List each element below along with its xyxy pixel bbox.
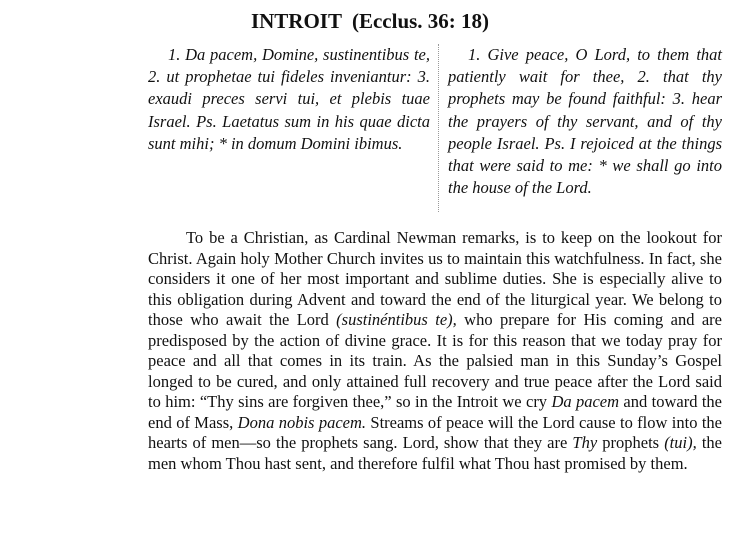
section-heading bbox=[0, 8, 740, 34]
commentary-text-3: and toward the end of Mass, bbox=[148, 392, 722, 432]
commentary-text-5: prophets bbox=[597, 433, 665, 452]
column-divider bbox=[438, 44, 440, 212]
commentary-italic-5: (tui), bbox=[664, 433, 697, 452]
english-text: 1. Give peace, O Lord, to them that patiently wait for thee, 2. that thy prophets may be found faithful: 3. hear the prayers of thy servant, and of thy people Israel. Ps. I rejoiced at the things that were said to me: * we shall go into the house of the Lord. bbox=[448, 45, 722, 198]
english-introit-text bbox=[448, 44, 722, 199]
latin-text: 1. Da pacem, Domine, sustinentibus te, 2. ut prophetae tui fideles inveniantur: 3. exaudi preces servi tui, et plebis tuae Israel. Ps. Laetatus sum in his quae dicta sunt mihi; * in domum Domini ibimus. bbox=[148, 45, 430, 153]
commentary-text-4: Streams of peace will the Lord cause to flow into the hearts of men—so the prophets sang. Lord, show that they are bbox=[148, 412, 723, 452]
commentary-text-6: the men whom Thou hast sent, and therefore fulfil what Thou hast promised by them. bbox=[148, 433, 722, 473]
commentary-italic-2: Da pacem bbox=[551, 392, 620, 411]
commentary-italic-1: (sustinéntibus te), bbox=[336, 310, 457, 329]
commentary-text-1: To be a Christian, as Cardinal Newman remarks, is to keep on the lookout for Christ. Again holy Mother Church invites us to maintain this watchfulness. In fact, she considers it one of her most important and sublime duties. She is especially alive to this obligation during Advent and toward the end of the liturgical year. We belong to those who await the Lord bbox=[148, 228, 722, 329]
commentary-italic-3: Dona nobis pacem. bbox=[237, 412, 367, 432]
heading-reference: (Ecclus. 36: 18) bbox=[351, 9, 490, 33]
commentary-paragraph bbox=[148, 228, 722, 474]
commentary-text-2: who prepare for His coming and are predisposed by the action of divine grace. It is for this reason that we today pray for peace and all that comes in its train. As the palsied man in this Sunday’s Gospel longed to be cured, and only attained full recovery and true peace after the Lord said to him: “Thy sins are forgiven thee,” so in the Introit we cry bbox=[148, 310, 722, 411]
heading-title: INTROIT bbox=[250, 9, 342, 33]
commentary-italic-4: Thy bbox=[572, 433, 598, 452]
latin-introit-text bbox=[148, 44, 430, 155]
